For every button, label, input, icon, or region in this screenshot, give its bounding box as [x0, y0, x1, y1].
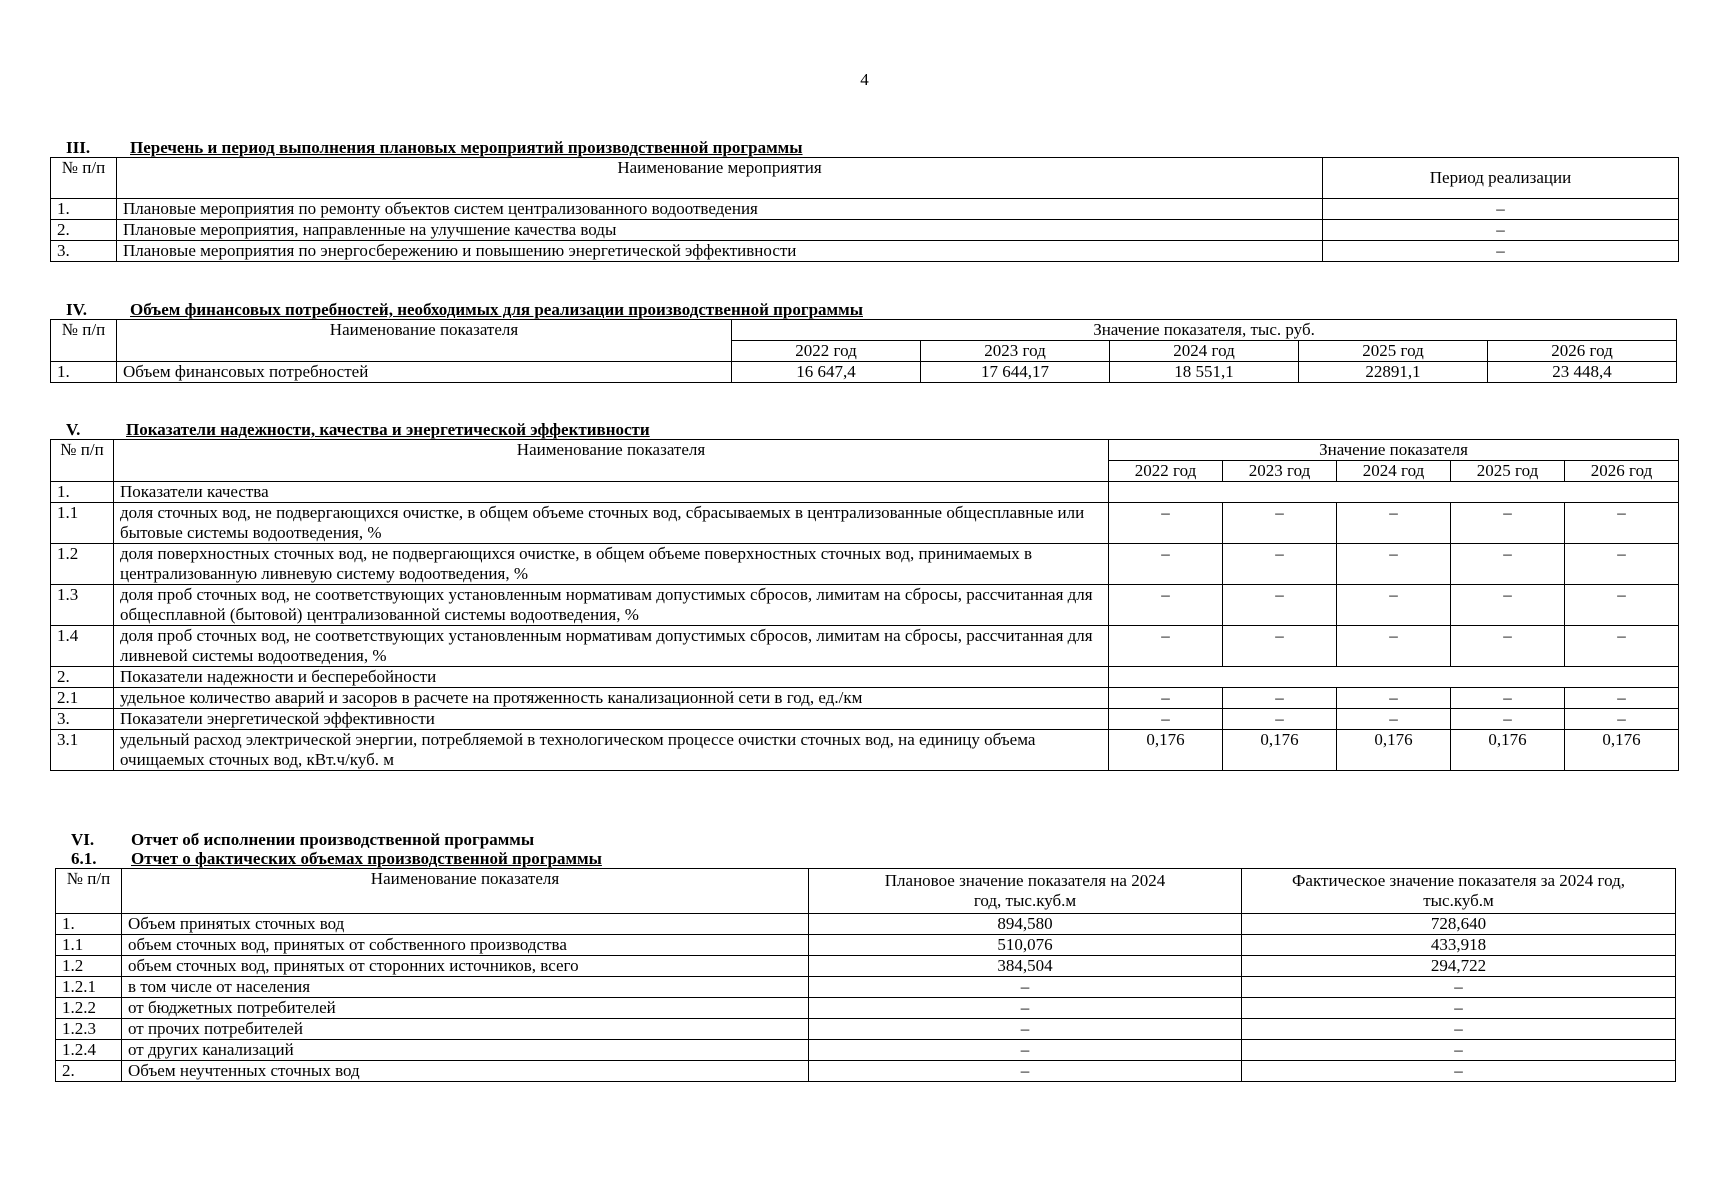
- row-value: –: [1223, 585, 1337, 626]
- section-3-number: III.: [66, 138, 91, 157]
- table-row: [51, 730, 1679, 771]
- header-year: 2022 год: [1109, 461, 1223, 482]
- header-activity-name: Наименование мероприятия: [117, 158, 1323, 199]
- section-3: [50, 138, 1679, 262]
- row-name: от прочих потребителей: [122, 1019, 809, 1040]
- header-num: № п/п: [51, 320, 117, 362]
- table-row: [56, 1019, 1676, 1040]
- row-value: –: [1565, 688, 1679, 709]
- table-row: [51, 220, 1679, 241]
- row-period: –: [1323, 220, 1679, 241]
- row-plan: –: [809, 1019, 1242, 1040]
- header-period: Период реализации: [1323, 158, 1679, 199]
- subsection-6-1-title-text: Отчет о фактических объемах производственной программы: [131, 849, 602, 868]
- row-value: –: [1223, 626, 1337, 667]
- table-row: [51, 544, 1679, 585]
- row-value: –: [1565, 626, 1679, 667]
- table-report: [55, 868, 1676, 1082]
- header-year: 2023 год: [1223, 461, 1337, 482]
- row-name: от бюджетных потребителей: [122, 998, 809, 1019]
- header-fact: Фактическое значение показателя за 2024 год, тыс.куб.м: [1242, 869, 1676, 914]
- row-num: 1.2: [51, 544, 114, 585]
- row-value: –: [1451, 585, 1565, 626]
- row-name: Объем финансовых потребностей: [117, 362, 732, 383]
- row-value: –: [1109, 626, 1223, 667]
- row-fact: –: [1242, 1019, 1676, 1040]
- table-row: [51, 482, 1679, 503]
- row-value: –: [1109, 709, 1223, 730]
- table-row: [56, 914, 1676, 935]
- row-value: 0,176: [1451, 730, 1565, 771]
- table-indicators: [50, 439, 1679, 771]
- row-name: удельное количество аварий и засоров в расчете на протяженность канализационной сети в год, ед./км: [114, 688, 1109, 709]
- table-row: [56, 1061, 1676, 1082]
- section-4-title-text: Объем финансовых потребностей, необходимых для реализации производственной программы: [130, 300, 863, 319]
- row-name: удельный расход электрической энергии, потребляемой в технологическом процессе очистки сточных вод, на единицу объема очищаемых сточных вод, кВт.ч/куб. м: [114, 730, 1109, 771]
- section-5-number: V.: [66, 420, 81, 439]
- row-value: –: [1109, 503, 1223, 544]
- section-4-title: [66, 300, 1677, 319]
- section-6-title-text: Отчет об исполнении производственной программы: [131, 830, 535, 849]
- row-value: 18 551,1: [1110, 362, 1299, 383]
- row-value: 16 647,4: [732, 362, 921, 383]
- row-value: –: [1109, 688, 1223, 709]
- section-6-number: VI.: [71, 830, 95, 849]
- row-value: 0,176: [1337, 730, 1451, 771]
- row-value: –: [1223, 688, 1337, 709]
- row-name: доля проб сточных вод, не соответствующих установленным нормативам допустимых сбросов, лимитам на сбросы, рассчитанная для общесплавной (бытовой) централизованной системы водоотведения, %: [114, 585, 1109, 626]
- table-row: [56, 977, 1676, 998]
- header-num: № п/п: [51, 440, 114, 482]
- row-value: –: [1451, 626, 1565, 667]
- row-value: –: [1223, 503, 1337, 544]
- table-row: [51, 585, 1679, 626]
- row-value: –: [1223, 709, 1337, 730]
- row-name: Показатели энергетической эффективности: [114, 709, 1109, 730]
- header-year: 2022 год: [732, 341, 921, 362]
- section-4-number: IV.: [66, 300, 87, 319]
- row-period: –: [1323, 199, 1679, 220]
- header-indicator-name: Наименование показателя: [117, 320, 732, 362]
- row-fact: 294,722: [1242, 956, 1676, 977]
- row-name: от других канализаций: [122, 1040, 809, 1061]
- row-fact: 728,640: [1242, 914, 1676, 935]
- row-name: Объем принятых сточных вод: [122, 914, 809, 935]
- row-plan: 384,504: [809, 956, 1242, 977]
- row-name: доля поверхностных сточных вод, не подвергающихся очистке, в общем объеме поверхностных сточных вод, принимаемых в централизованную ливневую систему водоотведения, %: [114, 544, 1109, 585]
- row-value: –: [1451, 688, 1565, 709]
- row-value: 22891,1: [1299, 362, 1488, 383]
- row-name: Объем неучтенных сточных вод: [122, 1061, 809, 1082]
- row-value: 17 644,17: [921, 362, 1110, 383]
- row-num: 1.2.1: [56, 977, 122, 998]
- row-num: 1.: [51, 362, 117, 383]
- table-activities: [50, 157, 1679, 262]
- table-finance: [50, 319, 1677, 383]
- header-indicator-name: Наименование показателя: [114, 440, 1109, 482]
- row-value: –: [1337, 544, 1451, 585]
- row-fact: –: [1242, 998, 1676, 1019]
- table-row: [56, 1040, 1676, 1061]
- header-year: 2025 год: [1451, 461, 1565, 482]
- row-num: 3.: [51, 709, 114, 730]
- row-name: доля проб сточных вод, не соответствующих установленным нормативам допустимых сбросов, лимитам на сбросы, рассчитанная для ливневой системы водоотведения, %: [114, 626, 1109, 667]
- row-empty: [1109, 667, 1679, 688]
- row-plan: 894,580: [809, 914, 1242, 935]
- header-year: 2026 год: [1488, 341, 1677, 362]
- table-row: [51, 626, 1679, 667]
- section-5-title-text: Показатели надежности, качества и энергетической эффективности: [126, 420, 650, 439]
- row-plan: 510,076: [809, 935, 1242, 956]
- row-value: –: [1565, 544, 1679, 585]
- row-value: 23 448,4: [1488, 362, 1677, 383]
- table-row: [51, 199, 1679, 220]
- header-plan: Плановое значение показателя на 2024 год, тыс.куб.м: [809, 869, 1242, 914]
- row-num: 3.1: [51, 730, 114, 771]
- row-plan: –: [809, 1061, 1242, 1082]
- row-num: 2.: [56, 1061, 122, 1082]
- header-year: 2024 год: [1337, 461, 1451, 482]
- row-name: Плановые мероприятия по ремонту объектов систем централизованного водоотведения: [117, 199, 1323, 220]
- row-num: 1.2: [56, 956, 122, 977]
- row-num: 1.: [51, 199, 117, 220]
- row-value: 0,176: [1565, 730, 1679, 771]
- row-plan: –: [809, 998, 1242, 1019]
- table-row: [56, 935, 1676, 956]
- row-value: 0,176: [1223, 730, 1337, 771]
- row-plan: –: [809, 1040, 1242, 1061]
- row-value: –: [1451, 709, 1565, 730]
- section-6-title: [71, 830, 1676, 849]
- row-num: 1.1: [51, 503, 114, 544]
- table-row: [51, 709, 1679, 730]
- row-num: 1.: [51, 482, 114, 503]
- row-name: объем сточных вод, принятых от собственного производства: [122, 935, 809, 956]
- section-3-title-text: Перечень и период выполнения плановых мероприятий производственной программы: [130, 138, 803, 157]
- row-num: 2.: [51, 220, 117, 241]
- row-num: 3.: [51, 241, 117, 262]
- row-num: 1.1: [56, 935, 122, 956]
- row-name: Показатели надежности и бесперебойности: [114, 667, 1109, 688]
- row-value: –: [1337, 688, 1451, 709]
- row-num: 2.1: [51, 688, 114, 709]
- row-period: –: [1323, 241, 1679, 262]
- header-year: 2025 год: [1299, 341, 1488, 362]
- row-value: –: [1565, 585, 1679, 626]
- row-name: Показатели качества: [114, 482, 1109, 503]
- table-row: [51, 688, 1679, 709]
- subsection-6-1-title: [71, 849, 1676, 868]
- section-6: [55, 830, 1676, 1082]
- header-year: 2026 год: [1565, 461, 1679, 482]
- row-value: –: [1337, 585, 1451, 626]
- row-plan: –: [809, 977, 1242, 998]
- row-empty: [1109, 482, 1679, 503]
- row-name: Плановые мероприятия, направленные на улучшение качества воды: [117, 220, 1323, 241]
- row-name: Плановые мероприятия по энергосбережению и повышению энергетической эффективности: [117, 241, 1323, 262]
- table-row: [56, 998, 1676, 1019]
- header-value: Значение показателя, тыс. руб.: [732, 320, 1677, 341]
- section-3-title: [66, 138, 1679, 157]
- row-fact: –: [1242, 977, 1676, 998]
- row-value: –: [1109, 544, 1223, 585]
- table-row: [51, 503, 1679, 544]
- row-value: –: [1337, 626, 1451, 667]
- row-value: –: [1565, 503, 1679, 544]
- row-num: 1.2.2: [56, 998, 122, 1019]
- row-num: 2.: [51, 667, 114, 688]
- table-row: [51, 667, 1679, 688]
- header-year: 2023 год: [921, 341, 1110, 362]
- row-value: –: [1451, 544, 1565, 585]
- subsection-6-1-number: 6.1.: [71, 849, 97, 868]
- row-value: –: [1337, 503, 1451, 544]
- section-5: [50, 420, 1679, 771]
- row-value: –: [1565, 709, 1679, 730]
- row-name: в том числе от населения: [122, 977, 809, 998]
- header-value: Значение показателя: [1109, 440, 1679, 461]
- row-fact: –: [1242, 1061, 1676, 1082]
- table-row: [51, 241, 1679, 262]
- row-fact: –: [1242, 1040, 1676, 1061]
- table-row: [56, 956, 1676, 977]
- row-num: 1.2.4: [56, 1040, 122, 1061]
- table-row: [51, 362, 1677, 383]
- page-number: 4: [860, 70, 869, 89]
- section-4: [50, 300, 1677, 383]
- row-fact: 433,918: [1242, 935, 1676, 956]
- header-year: 2024 год: [1110, 341, 1299, 362]
- header-indicator-name: Наименование показателя: [122, 869, 809, 914]
- row-value: 0,176: [1109, 730, 1223, 771]
- row-num: 1.: [56, 914, 122, 935]
- row-num: 1.3: [51, 585, 114, 626]
- row-name: доля сточных вод, не подвергающихся очистке, в общем объеме сточных вод, сбрасываемых в централизованные общесплавные или бытовые системы водоотведения, %: [114, 503, 1109, 544]
- header-num: № п/п: [56, 869, 122, 914]
- row-value: –: [1223, 544, 1337, 585]
- row-num: 1.2.3: [56, 1019, 122, 1040]
- row-value: –: [1109, 585, 1223, 626]
- section-5-title: [66, 420, 1679, 439]
- header-num: № п/п: [51, 158, 117, 199]
- row-value: –: [1451, 503, 1565, 544]
- row-name: объем сточных вод, принятых от сторонних источников, всего: [122, 956, 809, 977]
- row-value: –: [1337, 709, 1451, 730]
- row-num: 1.4: [51, 626, 114, 667]
